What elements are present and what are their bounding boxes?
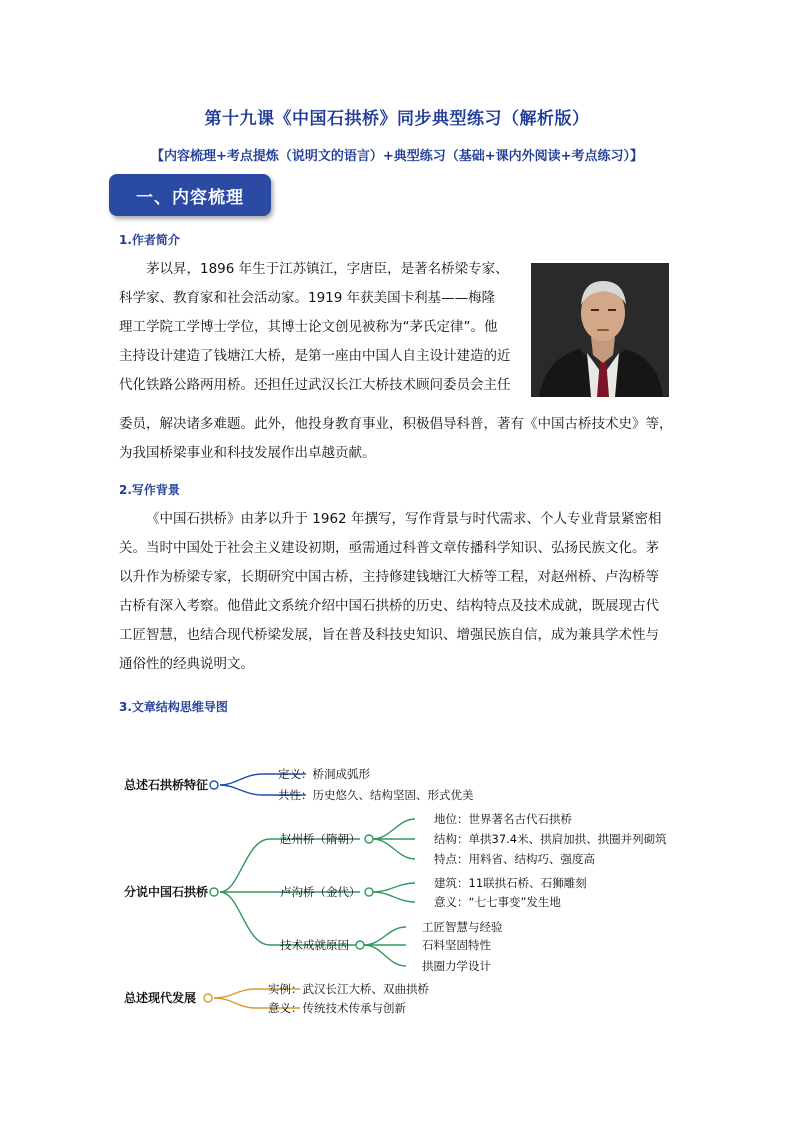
author-line: 为我国桥梁事业和科技发展作出卓越贡献。 <box>119 445 376 461</box>
background-line: 古桥有深入考察。他借此文系统介绍中国石拱桥的历史、结构特点及技术成就，既展现古代 <box>119 598 659 614</box>
page-title: 第十九课《中国石拱桥》同步典型练习（解析版） <box>204 109 590 129</box>
heading-writing-background: 2.写作背景 <box>119 483 180 497</box>
mindmap-leaf: 地位：世界著名古代石拱桥 <box>434 812 572 826</box>
author-line: 理工学院工学博士学位，其博士论文创见被称为“茅氏定律”。他 <box>119 319 498 335</box>
mindmap-node-circle <box>365 835 373 843</box>
background-line: 以升作为桥梁专家，长期研究中国古桥，主持修建钱塘江大桥等工程，对赵州桥、卢沟桥等 <box>119 569 659 585</box>
mindmap-leaf: 工匠智慧与经验 <box>422 920 503 934</box>
mindmap-root-overview: 总述石拱桥特征 <box>124 778 209 792</box>
mindmap-branch-zhaozhou: 赵州桥（隋朝） <box>280 832 361 846</box>
mindmap-node-circle <box>356 941 364 949</box>
background-line: 工匠智慧，也结合现代桥梁发展，旨在普及科技史知识、增强民族自信，成为兼具学术性与 <box>119 627 659 643</box>
mindmap-root-detailed: 分说中国石拱桥 <box>124 885 209 899</box>
section-banner-content-outline: 一、内容梳理 <box>109 174 271 216</box>
mindmap-branch-lugou: 卢沟桥（金代） <box>280 885 361 899</box>
author-line: 科学家、教育家和社会活动家。1919 年获美国卡利基——梅隆 <box>119 290 496 306</box>
mindmap-leaf: 定义：桥洞成弧形 <box>278 767 370 781</box>
heading-author-intro: 1.作者简介 <box>119 233 180 247</box>
author-line: 主持设计建造了钱塘江大桥，是第一座由中国人自主设计建造的近 <box>119 348 511 364</box>
author-paragraph-bottom <box>119 410 689 468</box>
author-paragraph-top <box>119 255 529 400</box>
author-line: 委员，解决诸多难题。此外，他投身教育事业，积极倡导科普，著有《中国古桥技术史》等， <box>119 416 673 432</box>
author-line: 代化铁路公路两用桥。还担任过武汉长江大桥技术顾问委员会主任 <box>119 377 511 393</box>
background-line: 通俗性的经典说明文。 <box>119 656 254 672</box>
author-line: 茅以昇，1896 年生于江苏镇江，字唐臣，是著名桥梁专家、 <box>146 261 509 277</box>
mindmap-leaf: 特点：用料省、结构巧、强度高 <box>434 852 595 866</box>
mindmap-leaf: 共性：历史悠久、结构坚固、形式优美 <box>278 788 474 802</box>
page-subtitle: 【内容梳理+考点提炼（说明文的语言）+典型练习（基础+课内外阅读+考点练习）】 <box>150 149 644 164</box>
heading-structure-mindmap: 3.文章结构思维导图 <box>119 700 228 714</box>
mindmap-leaf: 结构：单拱37.4米、拱肩加拱、拱圈并列砌筑 <box>434 832 667 846</box>
mindmap-node-circle <box>210 781 218 789</box>
mindmap-node-circle <box>204 994 212 1002</box>
mindmap-root-modern: 总述现代发展 <box>124 991 197 1005</box>
mindmap-leaf: 建筑：11联拱石桥、石狮雕刻 <box>434 876 587 890</box>
mindmap-leaf: 实例：武汉长江大桥、双曲拱桥 <box>268 982 429 996</box>
mindmap-leaf: 拱圈力学设计 <box>422 959 491 973</box>
background-line: 《中国石拱桥》由茅以升于 1962 年撰写，写作背景与时代需求、个人专业背景紧密相 <box>146 511 662 527</box>
mindmap-leaf: 意义：“七七事变”发生地 <box>434 895 561 909</box>
mindmap-node-circle <box>365 888 373 896</box>
author-portrait-photo <box>531 263 669 397</box>
mindmap-branch-reasons: 技术成就原因 <box>280 938 349 952</box>
background-paragraph <box>119 505 689 679</box>
background-line: 关。当时中国处于社会主义建设初期，亟需通过科普文章传播科学知识、弘扬民族文化。茅 <box>119 540 659 556</box>
structure-mindmap <box>110 760 690 1030</box>
mindmap-leaf: 石料坚固特性 <box>422 938 491 952</box>
mindmap-leaf: 意义：传统技术传承与创新 <box>268 1001 406 1015</box>
mindmap-node-circle <box>210 888 218 896</box>
